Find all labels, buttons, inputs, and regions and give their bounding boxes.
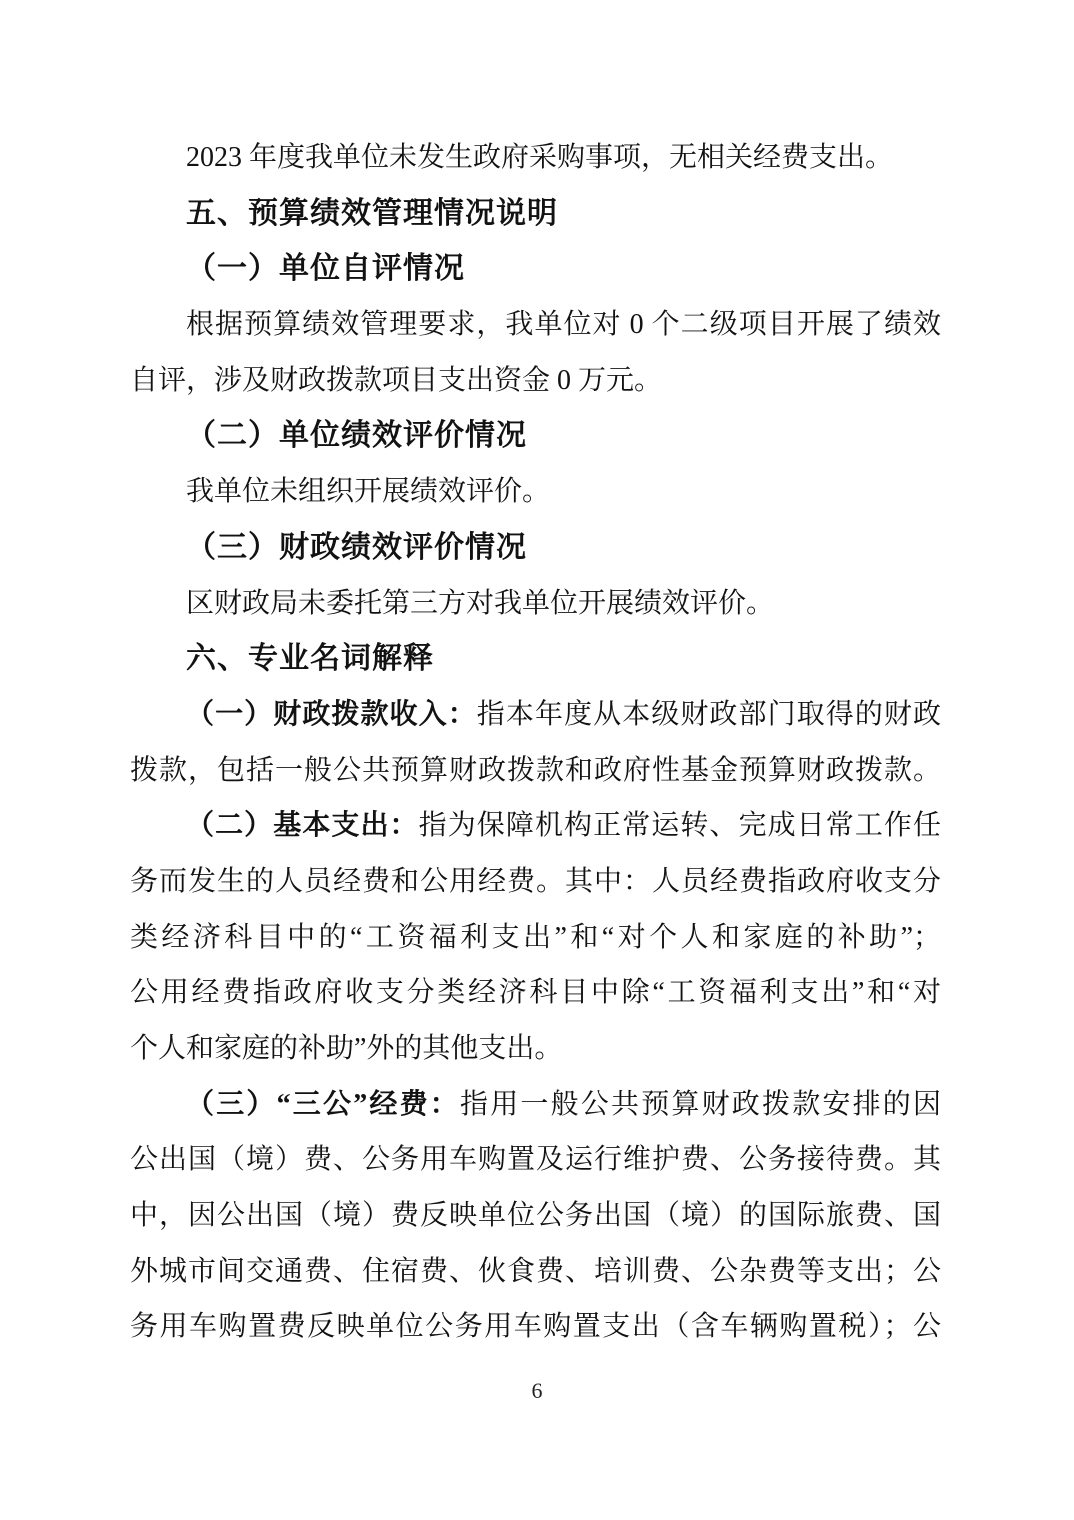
text-line: 区财政局未委托第三方对我单位开展绩效评价。 bbox=[186, 587, 775, 619]
text-line: 公出国（境）费、公务用车购置及运行维护费、公务接待费。其 bbox=[130, 1144, 941, 1176]
document-content bbox=[130, 130, 941, 1355]
text-line: （一）财政拨款收入：指本年度从本级财政部门取得的财政 bbox=[186, 698, 941, 730]
page-number: 6 bbox=[531, 1378, 543, 1403]
text-line: 类经济科目中的“工资福利支出”和“对个人和家庭的补助”； bbox=[130, 921, 941, 953]
term-label: （二）基本支出： bbox=[186, 810, 419, 842]
text-line: （三）“三公”经费：指用一般公共预算财政拨款安排的因 bbox=[186, 1088, 941, 1120]
text-line: （二）基本支出：指为保障机构正常运转、完成日常工作任 bbox=[186, 810, 941, 842]
text-line: 公用经费指政府收支分类经济科目中除“工资福利支出”和“对 bbox=[130, 977, 941, 1009]
text-line: 务而发生的人员经费和公用经费。其中：人员经费指政府收支分 bbox=[130, 865, 941, 897]
text-line: 个人和家庭的补助”外的其他支出。 bbox=[130, 1033, 563, 1064]
subsection-heading: （一）单位自评情况 bbox=[186, 252, 465, 286]
text-line: 外城市间交通费、住宿费、伙食费、培训费、公杂费等支出；公 bbox=[130, 1255, 941, 1287]
text-line: 自评，涉及财政拨款项目支出资金 0 万元。 bbox=[130, 364, 663, 396]
section-heading: 五、预算绩效管理情况说明 bbox=[186, 196, 558, 230]
text-line: 根据预算绩效管理要求，我单位对 0 个二级项目开展了绩效 bbox=[186, 309, 941, 341]
text-line: 2023 年度我单位未发生政府采购事项，无相关经费支出。 bbox=[186, 142, 894, 173]
section-heading: 六、专业名词解释 bbox=[186, 642, 434, 676]
subsection-heading: （二）单位绩效评价情况 bbox=[186, 419, 527, 453]
text-line: 中，因公出国（境）费反映单位公务出国（境）的国际旅费、国 bbox=[130, 1200, 941, 1232]
text-line: 拨款，包括一般公共预算财政拨款和政府性基金预算财政拨款。 bbox=[130, 754, 941, 786]
text-line: 务用车购置费反映单位公务用车购置支出（含车辆购置税）；公 bbox=[130, 1311, 941, 1343]
term-label: （三）“三公”经费： bbox=[186, 1088, 460, 1120]
text-line: 我单位未组织开展绩效评价。 bbox=[186, 476, 551, 508]
term-label: （一）财政拨款收入： bbox=[186, 698, 477, 730]
subsection-heading: （三）财政绩效评价情况 bbox=[186, 530, 527, 564]
